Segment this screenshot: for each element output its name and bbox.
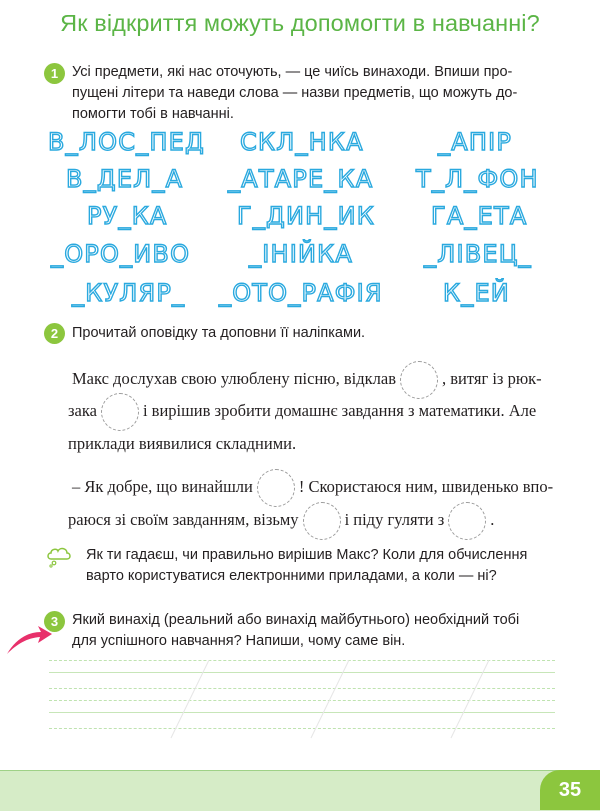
story-text: , витяг із рюк- <box>442 369 542 388</box>
word-blank[interactable]: РУ_КА <box>87 202 168 230</box>
word-blank[interactable]: _КУЛЯР_ <box>72 279 186 307</box>
writing-lines[interactable] <box>49 660 555 740</box>
task-1-line: помогти тобі в навчанні. <box>72 106 234 122</box>
story-text: зака <box>68 401 97 420</box>
sticker-slot[interactable] <box>303 502 341 540</box>
story-text: ! Скористаюся ним, швиденько впо- <box>298 477 554 496</box>
task-3-number: 3 <box>44 611 65 632</box>
sticker-slot[interactable] <box>101 393 139 431</box>
story-text: Макс дослухав свою улюблену пісню, відклав <box>72 369 396 388</box>
word-blank[interactable]: Г_ДИН_ИК <box>237 202 375 230</box>
sticker-slot[interactable] <box>448 502 486 540</box>
discussion-question <box>86 545 527 587</box>
story-line <box>68 392 554 431</box>
task-3-line: для успішного навчання? Напиши, чому саме він. <box>72 633 406 649</box>
task-2-number: 2 <box>44 323 65 344</box>
footer-bar <box>0 770 600 811</box>
task-1-line: пущені літери та наведи слова — назви предметів, що можуть до- <box>72 85 518 101</box>
story-text: – Як добре, що винайшли <box>72 477 253 496</box>
question-line: варто користуватися електронними приладами, а коли — ні? <box>86 568 497 584</box>
word-blank[interactable]: СКЛ_НКА <box>240 128 364 156</box>
story-text: . <box>490 510 495 529</box>
question-line: Як ти гадаєш, чи правильно вирішив Макс? Коли для обчислення <box>86 547 528 563</box>
slant-lines <box>49 660 555 740</box>
word-blank[interactable]: Т_Л_ФОН <box>416 165 539 193</box>
word-blank[interactable]: _АТАРЕ_КА <box>228 165 374 193</box>
word-blank[interactable]: К_ЕЙ <box>443 279 510 307</box>
page-title: Як відкриття можуть допомогти в навчанні? <box>60 10 540 36</box>
task-3-text <box>72 610 519 652</box>
story-text: і піду гуляти з <box>344 510 445 529</box>
story-text: раюся зі своїм завданням, візьму <box>68 510 299 529</box>
story-line: приклади виявилися складними. <box>68 434 297 453</box>
word-blank[interactable]: _ЛІВЕЦ_ <box>424 240 532 268</box>
word-blank[interactable]: _ІНІЙКА <box>249 240 354 268</box>
pointer-arrow-icon <box>5 626 53 658</box>
word-blank[interactable]: ГА_ЕТА <box>431 202 528 230</box>
page-number: 35 <box>540 770 600 810</box>
story-line <box>68 501 554 540</box>
word-blank[interactable]: В_ДЕЛ_А <box>66 165 184 193</box>
story-text: і вирішив зробити домашнє завдання з математики. Але <box>142 401 537 420</box>
word-blank[interactable]: _ОТО_РАФІЯ <box>219 279 383 307</box>
task-1-text <box>72 62 517 125</box>
task-1-line: Усі предмети, які нас оточують, — це чиїсь винаходи. Впиши про- <box>72 64 513 80</box>
word-blank[interactable]: _ОРО_ИВО <box>51 240 191 268</box>
task-1-number: 1 <box>44 63 65 84</box>
thought-cloud-icon <box>46 546 72 568</box>
word-blank[interactable]: _АПІР <box>438 128 513 156</box>
task-3-line: Який винахід (реальний або винахід майбутнього) необхідний тобі <box>72 612 520 628</box>
task-2-instruction: Прочитай оповідку та доповни її наліпками. <box>72 325 366 341</box>
word-blank[interactable]: В_ЛОС_ПЕД <box>48 128 205 156</box>
